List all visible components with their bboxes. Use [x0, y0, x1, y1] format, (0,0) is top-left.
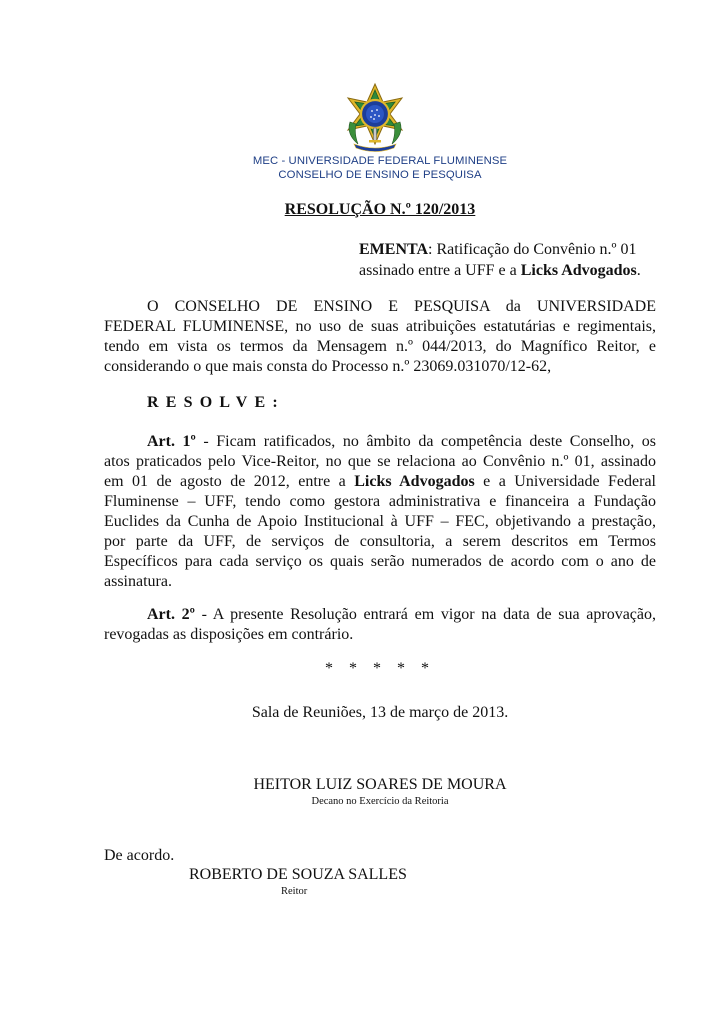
article-1-text: em 01 de agosto de 2012, entre a: [104, 473, 355, 490]
agreement-text: De acordo.: [104, 847, 175, 864]
article-1-text: - Ficam ratificados, no âmbito da competência deste Conselho, os: [195, 433, 656, 450]
header-council: CONSELHO DE ENSINO E PESQUISA: [278, 169, 482, 181]
ementa-line-1: [359, 239, 659, 260]
article-1-label: Art. 1º: [147, 433, 196, 450]
place-date: Sala de Reuniões, 13 de março de 2013.: [251, 704, 509, 721]
article-1-line: atos praticados pelo Vice-Reitor, no que se relaciona ao Convênio n.º 01, assinado: [104, 453, 656, 470]
ementa-text-1: : Ratificação do Convênio n.º 01: [428, 241, 637, 258]
signature-2-role: Reitor: [281, 886, 308, 897]
article-1-line: [104, 432, 656, 452]
brazil-coat-of-arms-icon: [340, 82, 410, 154]
preamble-paragraph: [104, 297, 656, 377]
preamble-line: O CONSELHO DE ENSINO E PESQUISA da UNIVERSIDADE: [147, 298, 656, 315]
article-1-line: Fluminense – UFF, tendo como gestora administrativa e financeira a Fundação: [104, 493, 656, 510]
article-1-text: e a Universidade Federal: [474, 473, 657, 490]
ementa-label: EMENTA: [359, 241, 429, 258]
article-1-line: [104, 472, 656, 492]
article-2-line: revogadas as disposições em contrário.: [104, 626, 354, 643]
ementa-line-2: [359, 260, 659, 281]
article-2-label: Art. 2º: [147, 606, 195, 623]
article-2: [104, 605, 656, 645]
preamble-line: tendo em vista os termos da Mensagem n.º 044/2013, do Magnífico Reitor, e: [104, 338, 656, 355]
article-1-line: Específicos para cada serviço os quais serão numerados de acordo com o ano de: [104, 553, 656, 570]
article-1-party: Licks Advogados: [354, 473, 475, 490]
article-2-line: [104, 605, 656, 625]
preamble-line: considerando o que mais consta do Processo n.º 23069.031070/12-62,: [104, 358, 552, 375]
resolution-title: RESOLUÇÃO N.º 120/2013: [284, 201, 476, 218]
article-2-text: - A presente Resolução entrará em vigor na data de sua aprovação,: [194, 606, 657, 623]
separator-asterisks: * * * * *: [325, 660, 435, 677]
article-1-line: assinatura.: [104, 573, 172, 590]
article-1-line: Euclides da Cunha de Apoio Institucional à UFF – FEC, objetivando a prestação,: [104, 513, 656, 530]
ementa-party: Licks Advogados: [520, 262, 637, 279]
article-1-line: por parte da UFF, de serviços de consultoria, a serem descritos em Termos: [104, 533, 656, 550]
resolve-heading: RESOLVE:: [147, 394, 285, 411]
signature-1-role: Decano no Exercício da Reitoria: [311, 796, 449, 807]
signature-1-name: HEITOR LUIZ SOARES DE MOURA: [253, 776, 507, 793]
ementa-end: .: [636, 262, 641, 279]
article-1: [104, 432, 656, 592]
ementa-text-2: assinado entre a UFF e a: [359, 262, 521, 279]
header-institution: MEC - UNIVERSIDADE FEDERAL FLUMINENSE: [252, 155, 508, 167]
preamble-line: FEDERAL FLUMINENSE, no uso de suas atribuições estatutárias e regimentais,: [104, 318, 656, 335]
signature-2-name: ROBERTO DE SOUZA SALLES: [189, 866, 407, 883]
